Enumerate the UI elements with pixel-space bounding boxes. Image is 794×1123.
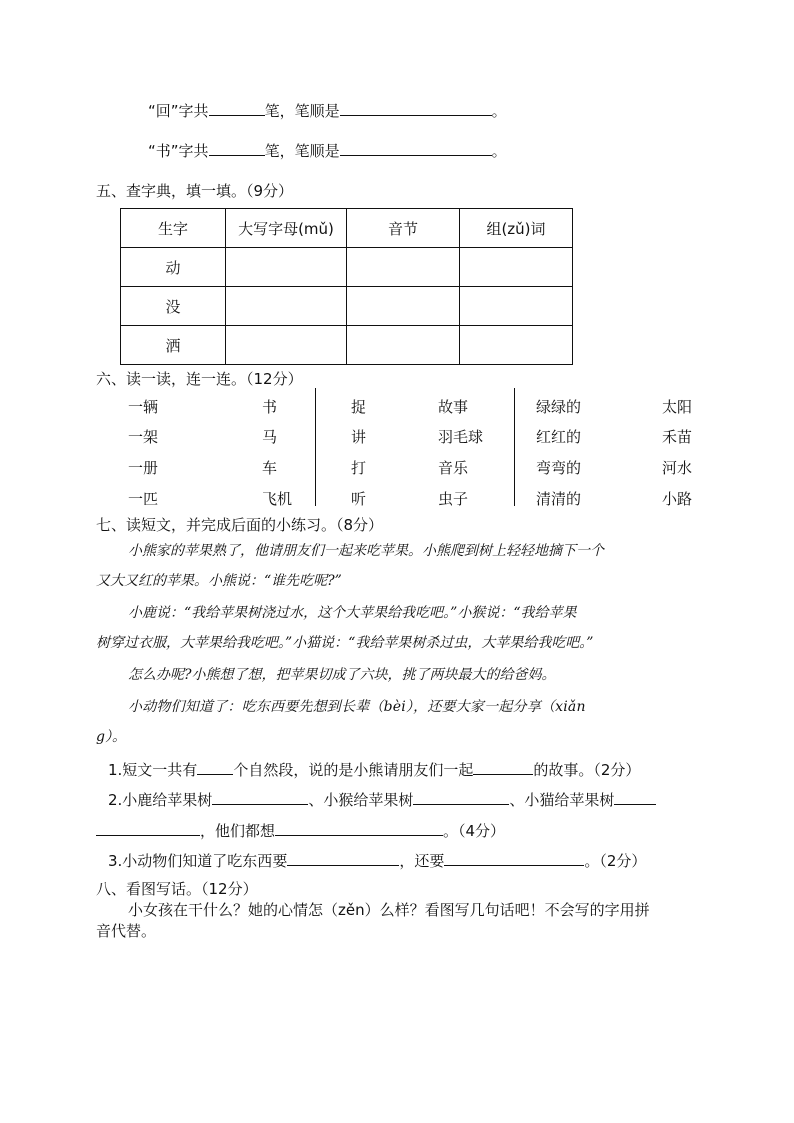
passage-line: 小鹿说：“我给苹果树浇过水，这个大苹果给我吃吧。”小猴说：“我给苹果 bbox=[128, 605, 577, 621]
q3-blank-second[interactable] bbox=[444, 851, 584, 866]
syllable-cell[interactable] bbox=[347, 326, 460, 365]
match-word[interactable]: 车 bbox=[262, 459, 278, 477]
table-header-row bbox=[121, 209, 573, 248]
match-word[interactable]: 一册 bbox=[128, 459, 159, 477]
row-char: 没 bbox=[121, 287, 226, 326]
capital-cell[interactable] bbox=[226, 326, 347, 365]
q2-blank-cat[interactable] bbox=[614, 790, 656, 805]
stroke-count-blank[interactable] bbox=[209, 141, 265, 156]
capital-cell[interactable] bbox=[226, 287, 347, 326]
q3-text: ，还要 bbox=[399, 852, 445, 870]
word-cell[interactable] bbox=[460, 248, 573, 287]
table-row bbox=[121, 287, 573, 326]
q1-blank-count[interactable] bbox=[197, 760, 233, 775]
passage-line: 小熊家的苹果熟了，他请朋友们一起来吃苹果。小熊爬到树上轻轻地摘下一个 bbox=[128, 543, 604, 559]
stroke-suffix: 字共 bbox=[178, 142, 209, 160]
match-word[interactable]: 音乐 bbox=[438, 459, 469, 477]
stroke-order-blank[interactable] bbox=[340, 101, 492, 116]
match-word[interactable]: 一架 bbox=[128, 428, 159, 446]
char-shu: “书” bbox=[148, 142, 179, 160]
capital-cell[interactable] bbox=[226, 248, 347, 287]
row-char: 动 bbox=[121, 248, 226, 287]
q1-blank-story[interactable] bbox=[473, 760, 533, 775]
word-cell[interactable] bbox=[460, 287, 573, 326]
row-char: 洒 bbox=[121, 326, 226, 365]
passage-line: g）。 bbox=[96, 729, 126, 745]
stroke-mid: 笔，笔顺是 bbox=[264, 142, 340, 160]
q3-text: 3.小动物们知道了吃东西要 bbox=[108, 852, 288, 870]
q2-text: 、小猴给苹果树 bbox=[308, 791, 414, 809]
match-word[interactable]: 绿绿的 bbox=[536, 398, 582, 416]
header-word: 组(zǔ)词 bbox=[460, 209, 573, 248]
section7-title: 七、读短文，并完成后面的小练习。（8分） bbox=[96, 516, 384, 534]
section8-prompt: 音代替。 bbox=[96, 922, 157, 940]
word-cell[interactable] bbox=[460, 326, 573, 365]
stroke-end: 。 bbox=[491, 142, 507, 160]
q1-text: 1.短文一共有 bbox=[108, 761, 198, 779]
q3-blank-first[interactable] bbox=[287, 851, 399, 866]
question-3 bbox=[108, 850, 646, 871]
match-word[interactable]: 弯弯的 bbox=[536, 459, 582, 477]
header-capital: 大写字母(mǔ) bbox=[226, 209, 347, 248]
match-word[interactable]: 打 bbox=[351, 459, 367, 477]
match-word[interactable]: 飞机 bbox=[262, 490, 293, 508]
match-divider bbox=[514, 388, 515, 506]
question-1 bbox=[108, 759, 640, 780]
stroke-line-shu bbox=[148, 140, 507, 161]
syllable-cell[interactable] bbox=[347, 287, 460, 326]
header-syllable: 音节 bbox=[347, 209, 460, 248]
q2-text: 、小猫给苹果树 bbox=[509, 791, 615, 809]
q1-text: 的故事。（2分） bbox=[533, 761, 641, 779]
q2-text: 2.小鹿给苹果树 bbox=[108, 791, 213, 809]
section5-title: 五、查字典，填一填。（9分） bbox=[96, 182, 294, 200]
char-hui: “回” bbox=[148, 102, 179, 120]
q2-blank-monkey[interactable] bbox=[413, 790, 509, 805]
passage-line: 小动物们知道了：吃东西要先想到长辈（bèi），还要大家一起分享（xiǎn bbox=[128, 699, 586, 715]
stroke-line-hui bbox=[148, 100, 507, 121]
match-word[interactable]: 河水 bbox=[662, 459, 693, 477]
dictionary-table bbox=[120, 208, 573, 365]
q2-blank-cat-cont[interactable] bbox=[96, 821, 200, 836]
match-word[interactable]: 红红的 bbox=[536, 428, 582, 446]
match-word[interactable]: 讲 bbox=[351, 428, 367, 446]
stroke-end: 。 bbox=[491, 102, 507, 120]
q1-text: 个自然段，说的是小熊请朋友们一起 bbox=[233, 761, 474, 779]
section6-title: 六、读一读，连一连。（12分） bbox=[96, 370, 303, 388]
passage-line: 怎么办呢?小熊想了想，把苹果切成了六块，挑了两块最大的给爸妈。 bbox=[128, 667, 556, 683]
q2-blank-want[interactable] bbox=[275, 821, 443, 836]
section8-prompt: 小女孩在干什么？她的心情怎（zěn）么样？看图写几句话吧！不会写的字用拼 bbox=[128, 901, 650, 919]
stroke-suffix: 字共 bbox=[178, 102, 209, 120]
section8-title: 八、看图写话。（12分） bbox=[96, 880, 258, 898]
table-row bbox=[121, 326, 573, 365]
table-row bbox=[121, 248, 573, 287]
match-word[interactable]: 听 bbox=[351, 490, 367, 508]
q2-blank-deer[interactable] bbox=[212, 790, 308, 805]
q2-text: 。（4分） bbox=[443, 822, 506, 840]
match-word[interactable]: 书 bbox=[262, 398, 278, 416]
q2-text: ，他们都想 bbox=[200, 822, 276, 840]
q3-text: 。（2分） bbox=[584, 852, 647, 870]
match-word[interactable]: 马 bbox=[262, 428, 278, 446]
match-word[interactable]: 小路 bbox=[662, 490, 693, 508]
stroke-order-blank[interactable] bbox=[340, 141, 492, 156]
match-word[interactable]: 一匹 bbox=[128, 490, 159, 508]
header-char: 生字 bbox=[121, 209, 226, 248]
stroke-mid: 笔，笔顺是 bbox=[264, 102, 340, 120]
stroke-count-blank[interactable] bbox=[209, 101, 265, 116]
match-word[interactable]: 虫子 bbox=[438, 490, 469, 508]
match-word[interactable]: 一辆 bbox=[128, 398, 159, 416]
match-word[interactable]: 捉 bbox=[351, 398, 367, 416]
match-divider bbox=[315, 388, 316, 506]
match-word[interactable]: 清清的 bbox=[536, 490, 582, 508]
question-2 bbox=[108, 789, 656, 810]
match-word[interactable]: 太阳 bbox=[662, 398, 693, 416]
match-word[interactable]: 禾苗 bbox=[662, 428, 693, 446]
match-word[interactable]: 故事 bbox=[438, 398, 469, 416]
syllable-cell[interactable] bbox=[347, 248, 460, 287]
passage-line: 树穿过衣服，大苹果给我吃吧。”小猫说：“我给苹果树杀过虫，大苹果给我吃吧。” bbox=[96, 635, 594, 651]
question-2-cont bbox=[96, 820, 505, 841]
passage-line: 又大又红的苹果。小熊说：“谁先吃呢?” bbox=[96, 573, 342, 589]
match-word[interactable]: 羽毛球 bbox=[438, 428, 484, 446]
